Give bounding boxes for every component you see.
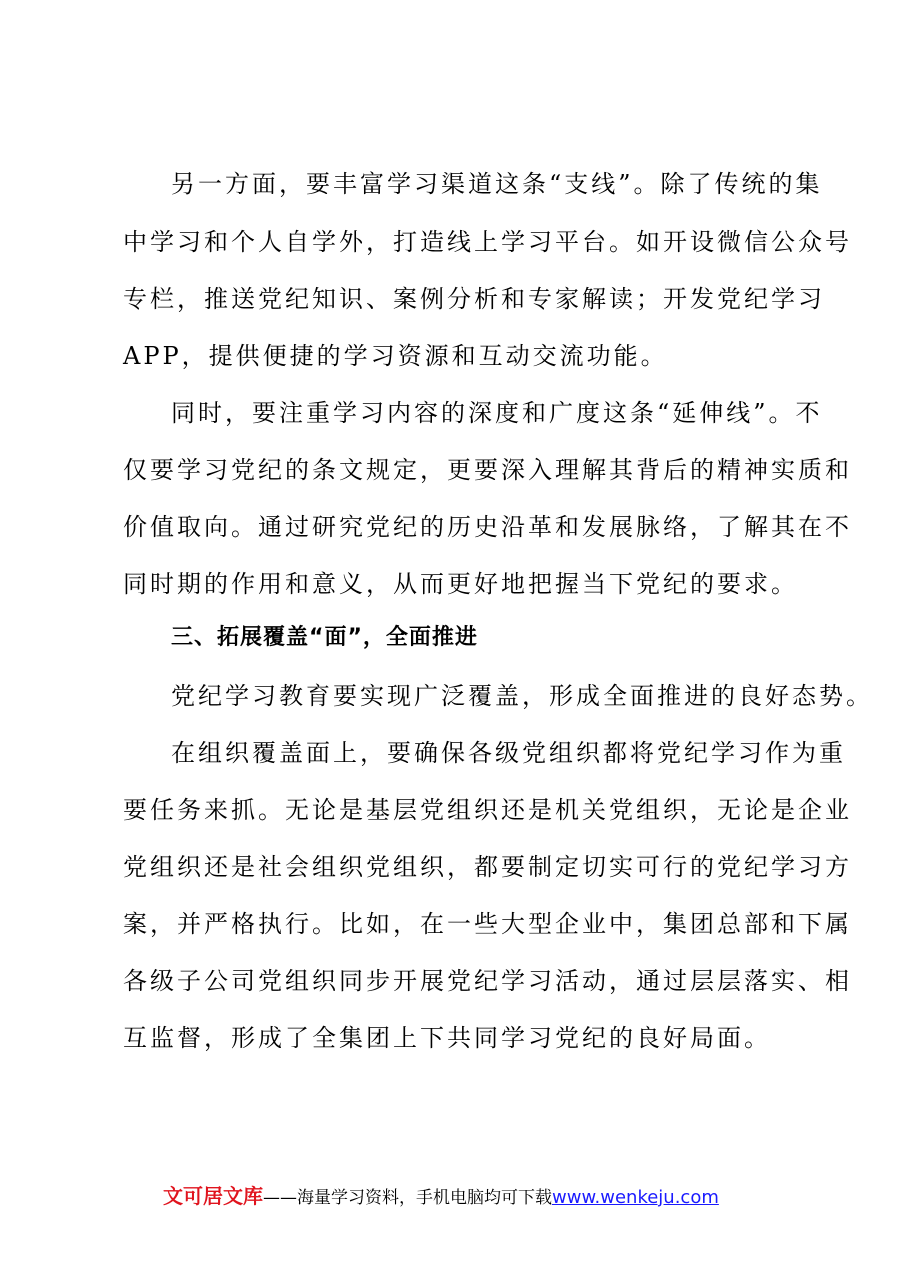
paragraph-4-line-5: 各级子公司党组织同步开展党纪学习活动，通过层层落实、相 xyxy=(123,967,852,995)
paragraph-2-line-2: 仅要学习党纪的条文规定，更要深入理解其背后的精神实质和 xyxy=(123,456,852,484)
paragraph-1-line-3: 专栏，推送党纪知识、案例分析和专家解读；开发党纪学习 xyxy=(123,285,825,313)
paragraph-1-line-2: 中学习和个人自学外，打造线上学习平台。如开设微信公众号 xyxy=(123,228,852,256)
paragraph-2-line-3: 价值取向。通过研究党纪的历史沿革和发展脉络，了解其在不 xyxy=(123,513,852,541)
footer-brand: 文可居文库 xyxy=(163,1184,263,1208)
footer-site-link[interactable]: www.wenkeju.com xyxy=(552,1187,719,1208)
paragraph-4-line-3: 党组织还是社会组织党组织，都要制定切实可行的党纪学习方 xyxy=(123,853,852,881)
paragraph-1-line-4: APP，提供便捷的学习资源和互动交流功能。 xyxy=(123,342,668,370)
paragraph-1-line-1: 另一方面，要丰富学习渠道这条“支线”。除了传统的集 xyxy=(171,170,823,198)
paragraph-4-line-1: 在组织覆盖面上，要确保各级党组织都将党纪学习作为重 xyxy=(171,739,846,767)
paragraph-3-line-1: 党纪学习教育要实现广泛覆盖，形成全面推进的良好态势。 xyxy=(171,682,873,710)
paragraph-4-line-2: 要任务来抓。无论是基层党组织还是机关党组织，无论是企业 xyxy=(123,796,852,824)
section-heading: 三、拓展覆盖“面”，全面推进 xyxy=(171,625,478,650)
footer-tagline: ——海量学习资料，手机电脑均可下载 xyxy=(263,1188,552,1208)
paragraph-4-line-6: 互监督，形成了全集团上下共同学习党纪的良好局面。 xyxy=(123,1024,771,1052)
footer-banner xyxy=(163,1183,719,1211)
paragraph-2-line-1: 同时，要注重学习内容的深度和广度这条“延伸线”。不 xyxy=(171,399,823,427)
paragraph-4-line-4: 案，并严格执行。比如，在一些大型企业中，集团总部和下属 xyxy=(123,910,852,938)
paragraph-2-line-4: 同时期的作用和意义，从而更好地把握当下党纪的要求。 xyxy=(123,570,798,598)
